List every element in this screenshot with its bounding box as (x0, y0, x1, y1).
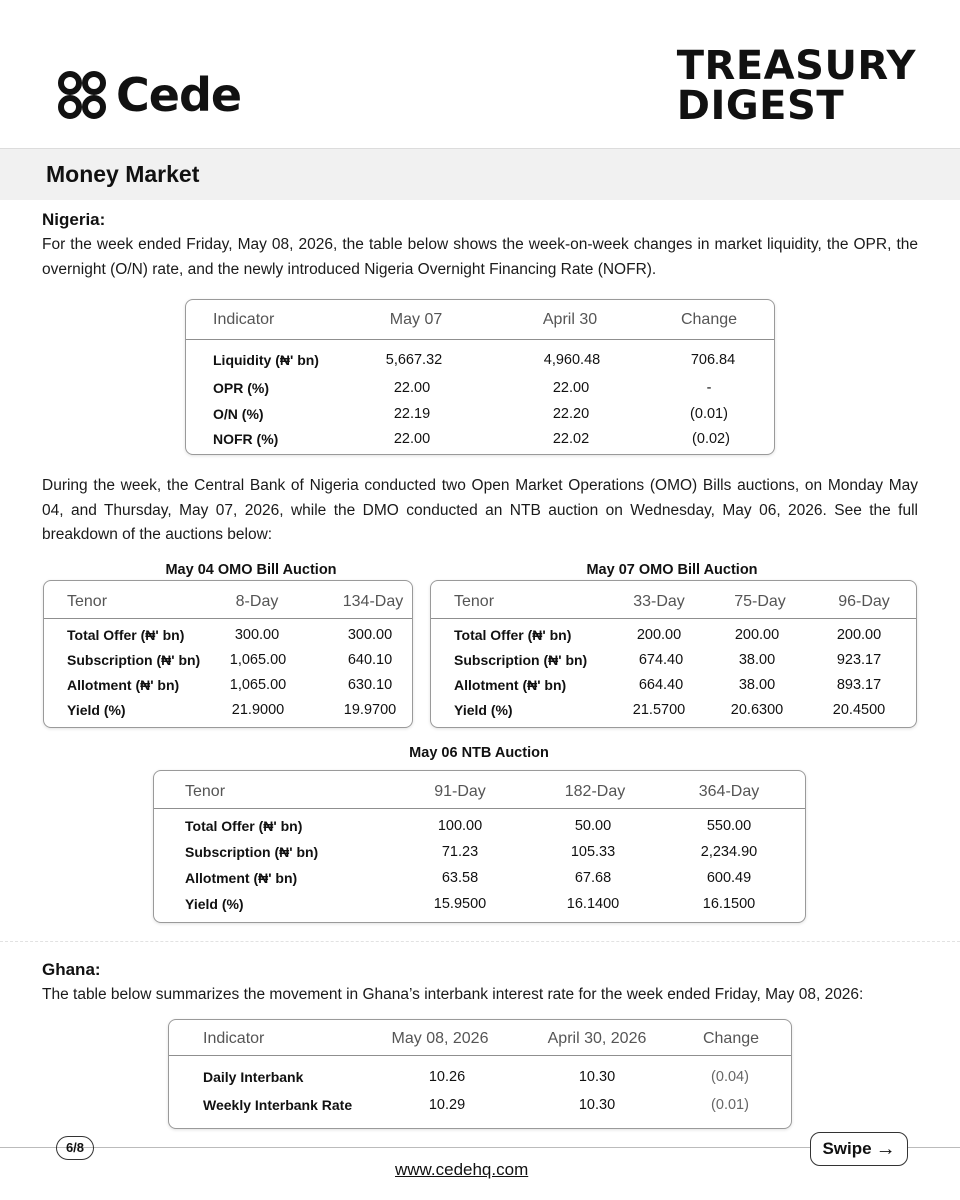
row-label: Subscription (₦' bn) (185, 844, 319, 860)
table-cell: 10.29 (428, 1097, 466, 1113)
column-header: Tenor (67, 593, 108, 610)
column-header: Indicator (213, 311, 275, 328)
omo-may07-table (430, 580, 917, 728)
column-header: May 08, 2026 (391, 1030, 489, 1047)
table-cell: 600.49 (706, 870, 752, 886)
table-cell: 300.00 (347, 627, 393, 643)
row-label: Allotment (₦' bn) (185, 870, 298, 886)
ghana-interbank-table (168, 1019, 792, 1129)
table-cell: 20.6300 (730, 702, 784, 718)
column-header: Change (680, 311, 738, 328)
table-cell: 200.00 (734, 627, 780, 643)
publication-title (676, 43, 916, 129)
ghana-heading: Ghana: (42, 960, 101, 979)
brand-name: Cede (116, 68, 242, 122)
column-header: 33-Day (633, 593, 685, 610)
table-cell: 2,234.90 (700, 844, 758, 860)
table-cell: 22.00 (552, 380, 590, 396)
column-header: April 30 (542, 311, 598, 328)
table-cell: 50.00 (574, 818, 612, 834)
row-label: Liquidity (₦' bn) (213, 352, 319, 368)
table-cell: 21.5700 (632, 702, 686, 718)
table-cell: 640.10 (347, 652, 393, 668)
table-cell: 71.23 (441, 844, 479, 860)
nigeria-summary-table (185, 299, 775, 455)
table-cell: 16.1400 (566, 896, 620, 912)
ntb-may06-title: May 06 NTB Auction (409, 745, 549, 761)
table-cell: 19.9700 (343, 702, 397, 718)
ntb-may06-table (153, 770, 806, 923)
table-cell: (0.01) (711, 1097, 749, 1113)
table-cell: 105.33 (570, 844, 616, 860)
table-cell: 22.20 (552, 406, 590, 422)
column-header: May 07 (389, 311, 443, 328)
column-header: 134-Day (342, 593, 404, 610)
publication-title-line1: TREASURY (676, 43, 916, 89)
table-cell: 923.17 (836, 652, 882, 668)
omo-may07-title: May 07 OMO Bill Auction (586, 562, 758, 578)
brand-logo (56, 68, 241, 122)
row-label: Total Offer (₦' bn) (67, 627, 185, 643)
column-header: Indicator (203, 1030, 265, 1047)
column-header: 182-Day (564, 783, 626, 800)
nigeria-intro: For the week ended Friday, May 08, 2026, the table below shows the week-on-week changes in market liquidity, the OPR, the overnight (O/N) rate, and the newly introduced Nigeria Overnight Financing Rate (NOFR). (42, 236, 918, 278)
nigeria-heading: Nigeria: (42, 210, 106, 229)
auctions-paragraph: During the week, the Central Bank of Nigeria conducted two Open Market Operations (OMO) Bills auctions, on Monday May 04, and Thursday, May 07, 2026, while the DMO conducted an NTB auction on Wednesday, May 06, 2026. See the full breakdown of the auctions below: (42, 477, 918, 543)
row-label: O/N (%) (213, 406, 264, 422)
section-divider (0, 941, 960, 942)
table-cell: 4,960.48 (543, 352, 601, 368)
column-header: 75-Day (734, 593, 786, 610)
table-cell: (0.01) (690, 406, 728, 422)
table-cell: 21.9000 (231, 702, 285, 718)
table-cell: 664.40 (638, 677, 684, 693)
row-label: Weekly Interbank Rate (203, 1097, 353, 1113)
table-cell: 893.17 (836, 677, 882, 693)
table-cell: 550.00 (706, 818, 752, 834)
table-cell: 22.02 (552, 431, 590, 447)
table-header (186, 300, 774, 340)
table-cell: 15.9500 (433, 896, 487, 912)
table-cell: 1,065.00 (229, 677, 287, 693)
table-cell: 10.26 (428, 1069, 466, 1085)
row-label: Yield (%) (185, 896, 244, 912)
table-cell: 20.4500 (832, 702, 886, 718)
table-cell: 300.00 (234, 627, 280, 643)
table-cell: - (706, 380, 712, 396)
section-title: Money Market (46, 161, 200, 187)
row-label: Yield (%) (67, 702, 126, 718)
table-cell: 10.30 (578, 1069, 616, 1085)
header (0, 0, 960, 148)
table-cell: 38.00 (738, 677, 776, 693)
table-cell: 38.00 (738, 652, 776, 668)
row-label: Daily Interbank (203, 1069, 304, 1085)
publication-title-line2: DIGEST (676, 83, 845, 129)
column-header: 8-Day (235, 593, 279, 610)
cede-logo-icon (56, 69, 108, 121)
table-cell: 200.00 (636, 627, 682, 643)
column-header: Change (702, 1030, 760, 1047)
row-label: Allotment (₦' bn) (454, 677, 567, 693)
table-header (431, 581, 916, 619)
website-link[interactable]: www.cedehq.com (395, 1160, 529, 1179)
table-cell: 5,667.32 (385, 352, 443, 368)
table-cell: 630.10 (347, 677, 393, 693)
row-label: OPR (%) (213, 380, 269, 396)
column-header: April 30, 2026 (547, 1030, 647, 1047)
table-header (154, 771, 805, 809)
column-header: Tenor (454, 593, 495, 610)
row-label: Total Offer (₦' bn) (185, 818, 303, 834)
table-cell: 22.00 (393, 380, 431, 396)
table-cell: 16.1500 (702, 896, 756, 912)
column-header: 96-Day (838, 593, 890, 610)
table-cell: 10.30 (578, 1097, 616, 1113)
ghana-intro: The table below summarizes the movement in Ghana’s interbank interest rate for the week ended Friday, May 08, 2026: (42, 986, 864, 1003)
table-cell: 1,065.00 (229, 652, 287, 668)
swipe-label: Swipe (822, 1139, 872, 1158)
table-cell: 22.00 (393, 431, 431, 447)
page-indicator: 6/8 (56, 1136, 94, 1160)
swipe-button[interactable] (810, 1132, 908, 1166)
table-header (44, 581, 412, 619)
table-cell: 100.00 (437, 818, 483, 834)
table-cell: 674.40 (638, 652, 684, 668)
table-cell: (0.02) (692, 431, 730, 447)
row-label: Subscription (₦' bn) (67, 652, 201, 668)
column-header: Tenor (185, 783, 226, 800)
arrow-right-icon: → (875, 1137, 896, 1160)
row-label: Subscription (₦' bn) (454, 652, 588, 668)
omo-may04-table (43, 580, 413, 728)
column-header: 91-Day (434, 783, 486, 800)
section-header (0, 148, 960, 200)
table-cell: 22.19 (393, 406, 431, 422)
column-header: 364-Day (698, 783, 760, 800)
row-label: Yield (%) (454, 702, 513, 718)
table-cell: 67.68 (574, 870, 612, 886)
row-label: NOFR (%) (213, 431, 279, 447)
row-label: Total Offer (₦' bn) (454, 627, 572, 643)
table-header (169, 1020, 791, 1056)
table-cell: (0.04) (711, 1069, 749, 1085)
table-cell: 706.84 (690, 352, 736, 368)
row-label: Allotment (₦' bn) (67, 677, 180, 693)
table-cell: 200.00 (836, 627, 882, 643)
table-cell: 63.58 (441, 870, 479, 886)
omo-may04-title: May 04 OMO Bill Auction (165, 562, 337, 578)
